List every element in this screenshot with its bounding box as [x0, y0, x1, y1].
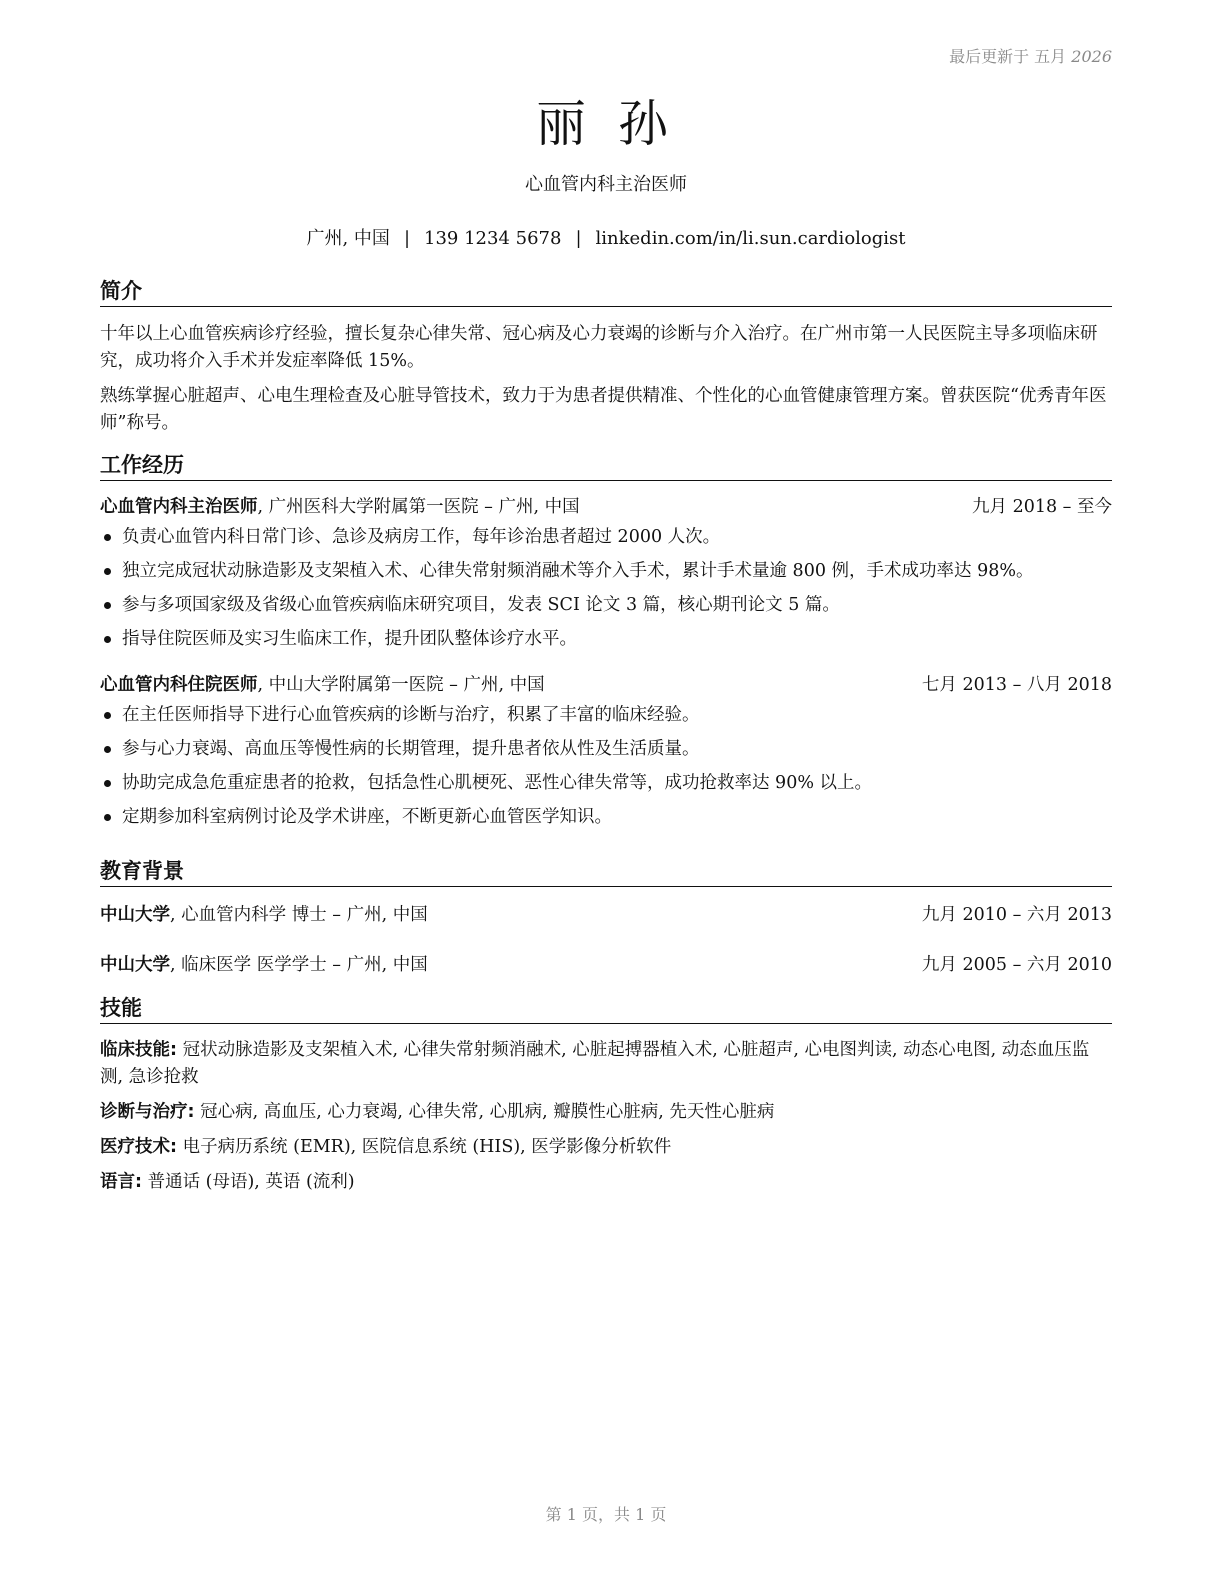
experience-section	[100, 451, 1112, 834]
education-school: 中山大学	[100, 905, 170, 925]
list-item: 协助完成急危重症患者的抢救，包括急性心肌梗死、恶性心律失常等，成功抢救率达 90% 以上。	[100, 766, 1112, 800]
education-entry	[100, 952, 1112, 978]
skill-line	[100, 1099, 1112, 1126]
summary-section	[100, 277, 1112, 437]
contact-separator: |	[575, 228, 582, 249]
skill-label: 语言:	[100, 1172, 142, 1192]
job-org: , 广州医科大学附属第一医院 – 广州, 中国	[257, 497, 580, 517]
job-role: 心血管内科主治医师	[100, 497, 258, 517]
list-item: 参与多项国家级及省级心血管疾病临床研究项目，发表 SCI 论文 3 篇，核心期刊论文 5 篇。	[100, 588, 1112, 622]
skill-label: 医疗技术:	[100, 1137, 177, 1157]
section-title-summary: 简介	[100, 277, 1112, 307]
skill-value: 冠状动脉造影及支架植入术, 心律失常射频消融术, 心脏起搏器植入术, 心脏超声, 心电图判读, 动态心电图, 动态血压监测, 急诊抢救	[100, 1040, 1090, 1087]
section-title-education: 教育背景	[100, 857, 1112, 887]
skill-label: 临床技能:	[100, 1040, 177, 1060]
job-role: 心血管内科住院医师	[100, 675, 258, 695]
list-item: 负责心血管内科日常门诊、急诊及病房工作，每年诊治患者超过 2000 人次。	[100, 520, 1112, 554]
education-detail: , 心血管内科学 博士 – 广州, 中国	[170, 905, 428, 925]
education-school: 中山大学	[100, 955, 170, 975]
skill-value: 普通话 (母语), 英语 (流利)	[142, 1172, 355, 1192]
job-header	[100, 494, 1112, 520]
skill-label: 诊断与治疗:	[100, 1102, 195, 1122]
contact-location: 广州, 中国	[306, 228, 390, 249]
last-updated-prefix: 最后更新于 五月	[949, 47, 1067, 66]
education-detail: , 临床医学 医学学士 – 广州, 中国	[170, 955, 428, 975]
skill-line	[100, 1134, 1112, 1161]
job-dates: 九月 2018 – 至今	[972, 497, 1112, 517]
summary-paragraph: 熟练掌握心脏超声、心电生理检查及心脏导管技术，致力于为患者提供精准、个性化的心血管健康管理方案。曾获医院“优秀青年医师”称号。	[100, 386, 1107, 433]
last-updated	[949, 44, 1112, 67]
skill-value: 电子病历系统 (EMR), 医院信息系统 (HIS), 医学影像分析软件	[177, 1137, 672, 1157]
job-bullets	[100, 520, 1112, 656]
section-title-skills: 技能	[100, 994, 1112, 1024]
job-bullets	[100, 698, 1112, 834]
page-number: 第 1 页，共 1 页	[545, 1505, 667, 1524]
skill-line	[100, 1169, 1112, 1196]
list-item: 定期参加科室病例讨论及学术讲座，不断更新心血管医学知识。	[100, 800, 1112, 834]
education-entry	[100, 902, 1112, 928]
job-org: , 中山大学附属第一医院 – 广州, 中国	[257, 675, 545, 695]
list-item: 指导住院医师及实习生临床工作，提升团队整体诊疗水平。	[100, 622, 1112, 656]
job-entry	[100, 494, 1112, 656]
skill-value: 冠心病, 高血压, 心力衰竭, 心律失常, 心肌病, 瓣膜性心脏病, 先天性心脏病	[194, 1102, 775, 1122]
job-entry	[100, 672, 1112, 834]
job-title: 心血管内科主治医师	[525, 174, 687, 195]
contact-phone[interactable]: 139 1234 5678	[424, 228, 562, 249]
contact-linkedin-link[interactable]: linkedin.com/in/li.sun.cardiologist	[595, 228, 906, 249]
skills-section	[100, 994, 1112, 1196]
job-dates: 七月 2013 – 八月 2018	[921, 675, 1112, 695]
education-dates: 九月 2005 – 六月 2010	[921, 955, 1112, 975]
contact-separator: |	[403, 228, 411, 249]
list-item: 在主任医师指导下进行心血管疾病的诊断与治疗，积累了丰富的临床经验。	[100, 698, 1112, 732]
job-header	[100, 672, 1112, 698]
person-name: 丽 孙	[536, 95, 676, 153]
skill-line	[100, 1037, 1112, 1091]
education-dates: 九月 2010 – 六月 2013	[921, 905, 1112, 925]
resume-page	[100, 0, 1112, 1584]
education-section	[100, 857, 1112, 978]
list-item: 参与心力衰竭、高血压等慢性病的长期管理，提升患者依从性及生活质量。	[100, 732, 1112, 766]
last-updated-year: 2026	[1071, 47, 1112, 66]
contact-line	[100, 224, 1112, 250]
summary-paragraph: 十年以上心血管疾病诊疗经验，擅长复杂心律失常、冠心病及心力衰竭的诊断与介入治疗。在广州市第一人民医院主导多项临床研究，成功将介入手术并发症率降低 15%。	[100, 324, 1098, 371]
section-title-experience: 工作经历	[100, 451, 1112, 481]
list-item: 独立完成冠状动脉造影及支架植入术、心律失常射频消融术等介入手术，累计手术量逾 800 例，手术成功率达 98%。	[100, 554, 1112, 588]
